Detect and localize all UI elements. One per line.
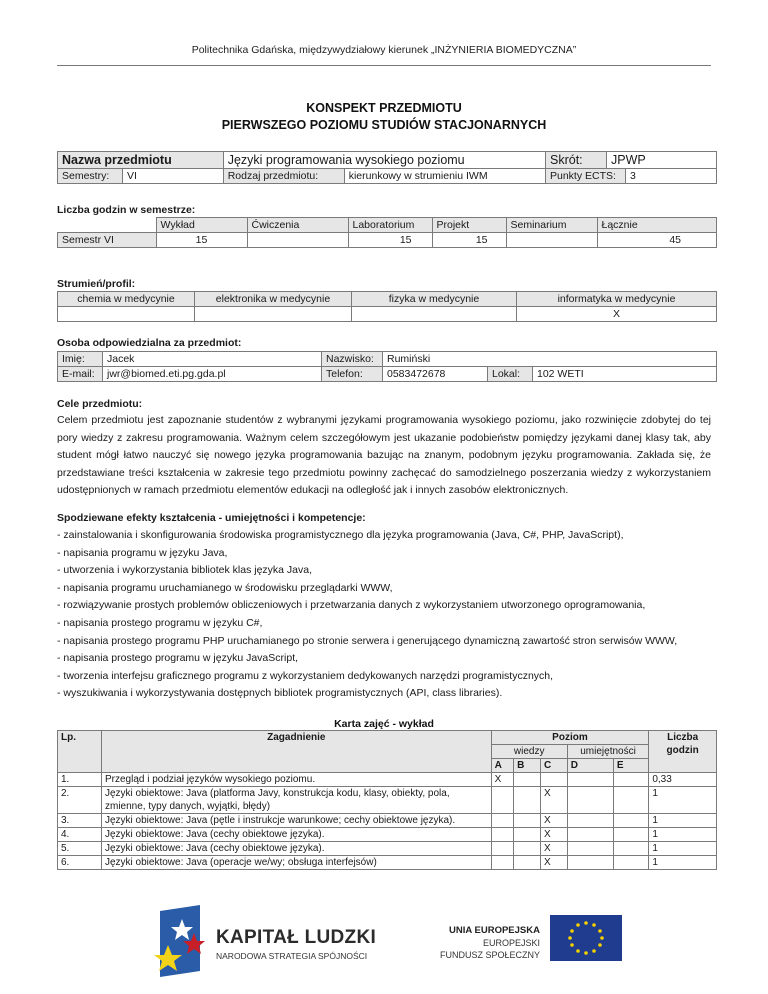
row-d bbox=[567, 814, 613, 828]
row-hours: 1 bbox=[649, 856, 717, 870]
semesters-label: Semestry: bbox=[58, 169, 123, 184]
outcome-item: - napisania programu w języku Java, bbox=[57, 546, 228, 559]
eu-line3: FUNDUSZ SPOŁECZNY bbox=[439, 950, 540, 960]
table-row bbox=[58, 814, 717, 828]
row-b bbox=[514, 828, 541, 842]
outcomes-section-label: Spodziewane efekty kształcenia - umiejętności i kompetencje: bbox=[57, 512, 366, 524]
ects-label: Punkty ECTS: bbox=[546, 169, 626, 184]
goals-text: Celem przedmiotu jest zapoznanie studentów z wybranymi językami programowania wysokiego poziomu, jako rozwinięcie zdobytej do tej pory wiedzy z zakresu programowania. Ważnym celem szczegółowym jest ukazanie podobieństw pomiędzy językami danej klasy tak, aby student mógł łatwo nauczyć się nowego języka programowania bazując na znanym, podobnym języku programowania. Zakłada się, że przedstawiane treści kształcenia w zakresie tego przedmiotu powinny zachęcać do samodzielnego poszerzania wiedzy z wykorzystaniem udostępnionych w ramach przedmiotu elementów edukacji na odległość jak i innych zasobów elektronicznych. bbox=[57, 414, 711, 497]
col-lp: Lp. bbox=[58, 731, 102, 773]
outcome-item: - tworzenia interfejsu graficznego programu z wykorzystaniem dedykowanych narzędzi programistycznych, bbox=[57, 669, 554, 682]
row-hours: 1 bbox=[649, 814, 717, 828]
row-b bbox=[514, 787, 541, 814]
kapital-ludzki-flag-icon bbox=[150, 905, 208, 977]
row-e bbox=[613, 842, 648, 856]
table-row bbox=[58, 856, 717, 870]
email-label: E-mail: bbox=[58, 367, 103, 382]
outcome-item: - napisania prostego programu w języku C#, bbox=[57, 616, 263, 629]
row-lp: 6. bbox=[58, 856, 102, 870]
hours-corner bbox=[58, 218, 157, 233]
row-a bbox=[491, 828, 514, 842]
row-d bbox=[567, 856, 613, 870]
hours-header-project: Projekt bbox=[432, 218, 506, 233]
row-c: X bbox=[540, 787, 567, 814]
col-hours: Liczba godzin bbox=[649, 731, 717, 773]
phone-label: Telefon: bbox=[322, 367, 383, 382]
row-d bbox=[567, 787, 613, 814]
hours-section-label: Liczba godzin w semestrze: bbox=[57, 204, 196, 216]
hours-seminar bbox=[506, 233, 597, 248]
row-b bbox=[514, 814, 541, 828]
outcome-item: - zainstalowania i skonfigurowania środowiska programistycznego dla języka programowania (Java, C#, PHP, JavaScript), bbox=[57, 529, 624, 541]
col-level-d: D bbox=[567, 759, 613, 773]
hours-header-exercises: Ćwiczenia bbox=[247, 218, 348, 233]
first-name-label: Imię: bbox=[58, 352, 103, 367]
row-c: X bbox=[540, 814, 567, 828]
row-e bbox=[613, 773, 648, 787]
outcome-item: - utworzenia i wykorzystania bibliotek klas języka Java, bbox=[57, 564, 313, 577]
row-a bbox=[491, 787, 514, 814]
responsible-table bbox=[57, 351, 717, 382]
row-topic: Przegląd i podział języków wysokiego poziomu. bbox=[102, 773, 492, 787]
row-b bbox=[514, 842, 541, 856]
row-d bbox=[567, 828, 613, 842]
phone-value: 0583472678 bbox=[383, 367, 488, 382]
ects-value: 3 bbox=[626, 169, 717, 184]
type-value: kierunkowy w strumieniu IWM bbox=[344, 169, 545, 184]
responsible-section-label: Osoba odpowiedzialna za przedmiot: bbox=[57, 337, 242, 349]
email-value[interactable]: jwr@biomed.eti.pg.gda.pl bbox=[103, 367, 322, 382]
row-c: X bbox=[540, 856, 567, 870]
hours-exercises bbox=[247, 233, 348, 248]
outcome-item: - napisania prostego programu PHP uruchamianego po stronie serwera i generującego dynamiczną zawartość stron serwisów WWW, bbox=[57, 634, 678, 647]
first-name-value: Jacek bbox=[103, 352, 322, 367]
row-lp: 2. bbox=[58, 787, 102, 814]
eu-line2: EUROPEJSKI bbox=[482, 938, 540, 948]
lecture-card-title: Karta zajęć - wykład bbox=[334, 718, 434, 730]
row-c bbox=[540, 773, 567, 787]
goals-section-label: Cele przedmiotu: bbox=[57, 398, 143, 410]
row-b bbox=[514, 773, 541, 787]
row-a bbox=[491, 842, 514, 856]
col-topic: Zagadnienie bbox=[102, 731, 492, 773]
last-name-value: Rumiński bbox=[383, 352, 717, 367]
stream-section-label: Strumień/profil: bbox=[57, 278, 136, 290]
outcome-item: - wyszukiwania i wykorzystywania dostępnych bibliotek programistycznych (API, class libraries). bbox=[57, 687, 503, 700]
row-hours: 1 bbox=[649, 828, 717, 842]
row-d bbox=[567, 773, 613, 787]
kl-subtitle: NARODOWA STRATEGIA SPÓJNOŚCI bbox=[216, 951, 368, 961]
type-label: Rodzaj przedmiotu: bbox=[223, 169, 344, 184]
row-hours: 1 bbox=[649, 842, 717, 856]
row-lp: 3. bbox=[58, 814, 102, 828]
eu-logo bbox=[430, 905, 630, 975]
semesters-value: VI bbox=[123, 169, 224, 184]
kapital-ludzki-logo bbox=[150, 905, 390, 985]
outcome-item: - napisania programu uruchamianego w środowisku przeglądarki WWW, bbox=[57, 581, 393, 594]
eu-title: UNIA EUROPEJSKA bbox=[449, 925, 540, 936]
row-a bbox=[491, 814, 514, 828]
row-topic: Języki obiektowe: Java (cechy obiektowe języka). bbox=[102, 828, 492, 842]
row-hours: 0,33 bbox=[649, 773, 717, 787]
kl-title: KAPITAŁ LUDZKI bbox=[216, 927, 377, 948]
row-c: X bbox=[540, 842, 567, 856]
room-label: Lokal: bbox=[488, 367, 533, 382]
hours-header-total: Łącznie bbox=[597, 218, 717, 233]
hours-row-label: Semestr VI bbox=[58, 233, 157, 248]
row-lp: 4. bbox=[58, 828, 102, 842]
row-a: X bbox=[491, 773, 514, 787]
row-c: X bbox=[540, 828, 567, 842]
table-row bbox=[58, 842, 717, 856]
room-value: 102 WETI bbox=[533, 367, 717, 382]
hours-table bbox=[57, 217, 717, 248]
course-name-label: Nazwa przedmiotu bbox=[58, 152, 224, 169]
stream-informatics: informatyka w medycynie bbox=[517, 292, 717, 307]
hours-total: 45 bbox=[597, 233, 717, 248]
row-topic: Języki obiektowe: Java (cechy obiektowe języka). bbox=[102, 842, 492, 856]
hours-header-lab: Laboratorium bbox=[348, 218, 432, 233]
stream-physics-value bbox=[352, 307, 517, 322]
row-e bbox=[613, 787, 648, 814]
stream-chemistry-value bbox=[58, 307, 195, 322]
row-topic: Języki obiektowe: Java (platforma Javy, konstrukcja kodu, klasy, obiekty, pola, zmienne, typy danych, wyjątki, błędy) bbox=[102, 787, 492, 814]
row-b bbox=[514, 856, 541, 870]
row-e bbox=[613, 814, 648, 828]
abbr-value: JPWP bbox=[607, 152, 717, 169]
row-topic: Języki obiektowe: Java (operacje we/wy; obsługa interfejsów) bbox=[102, 856, 492, 870]
row-e bbox=[613, 828, 648, 842]
hours-project: 15 bbox=[432, 233, 506, 248]
col-level: Poziom bbox=[491, 731, 649, 745]
row-e bbox=[613, 856, 648, 870]
col-level-b: B bbox=[514, 759, 541, 773]
table-row bbox=[58, 787, 717, 814]
row-lp: 1. bbox=[58, 773, 102, 787]
abbr-label: Skrót: bbox=[546, 152, 607, 169]
course-name-value: Języki programowania wysokiego poziomu bbox=[223, 152, 545, 169]
hours-header-seminar: Seminarium bbox=[506, 218, 597, 233]
row-hours: 1 bbox=[649, 787, 717, 814]
col-knowledge: wiedzy bbox=[491, 745, 567, 759]
stream-chemistry: chemia w medycynie bbox=[58, 292, 195, 307]
stream-electronics: elektronika w medycynie bbox=[195, 292, 352, 307]
row-d bbox=[567, 842, 613, 856]
table-row bbox=[58, 828, 717, 842]
hours-header-lecture: Wykład bbox=[156, 218, 247, 233]
row-lp: 5. bbox=[58, 842, 102, 856]
table-row bbox=[58, 773, 717, 787]
outcome-item: - rozwiązywanie prostych problemów obliczeniowych i przetwarzania danych z wykorzystaniem utworzonego oprogramowania, bbox=[57, 599, 646, 612]
document-title-line2: PIERWSZEGO POZIOMU STUDIÓW STACJONARNYCH bbox=[221, 118, 547, 132]
stream-informatics-value: X bbox=[517, 307, 717, 322]
hours-lab: 15 bbox=[348, 233, 432, 248]
col-level-e: E bbox=[613, 759, 648, 773]
stream-table bbox=[57, 291, 717, 322]
lecture-card-table bbox=[57, 730, 717, 870]
outcomes-list bbox=[57, 527, 711, 703]
page-header: Politechnika Gdańska, międzywydziałowy kierunek „INŻYNIERIA BIOMEDYCZNA” bbox=[191, 44, 577, 56]
eu-flag-icon bbox=[550, 915, 622, 961]
document-title-line1: KONSPEKT PRZEDMIOTU bbox=[306, 101, 462, 115]
stream-physics: fizyka w medycynie bbox=[352, 292, 517, 307]
hours-lecture: 15 bbox=[156, 233, 247, 248]
last-name-label: Nazwisko: bbox=[322, 352, 383, 367]
course-info-table bbox=[57, 151, 717, 184]
header-rule bbox=[57, 65, 711, 66]
row-topic: Języki obiektowe: Java (pętle i instrukcje warunkowe; cechy obiektowe języka). bbox=[102, 814, 492, 828]
col-level-a: A bbox=[491, 759, 514, 773]
row-a bbox=[491, 856, 514, 870]
col-skills: umiejętności bbox=[567, 745, 649, 759]
col-level-c: C bbox=[540, 759, 567, 773]
outcome-item: - napisania prostego programu w języku JavaScript, bbox=[57, 652, 299, 665]
stream-electronics-value bbox=[195, 307, 352, 322]
